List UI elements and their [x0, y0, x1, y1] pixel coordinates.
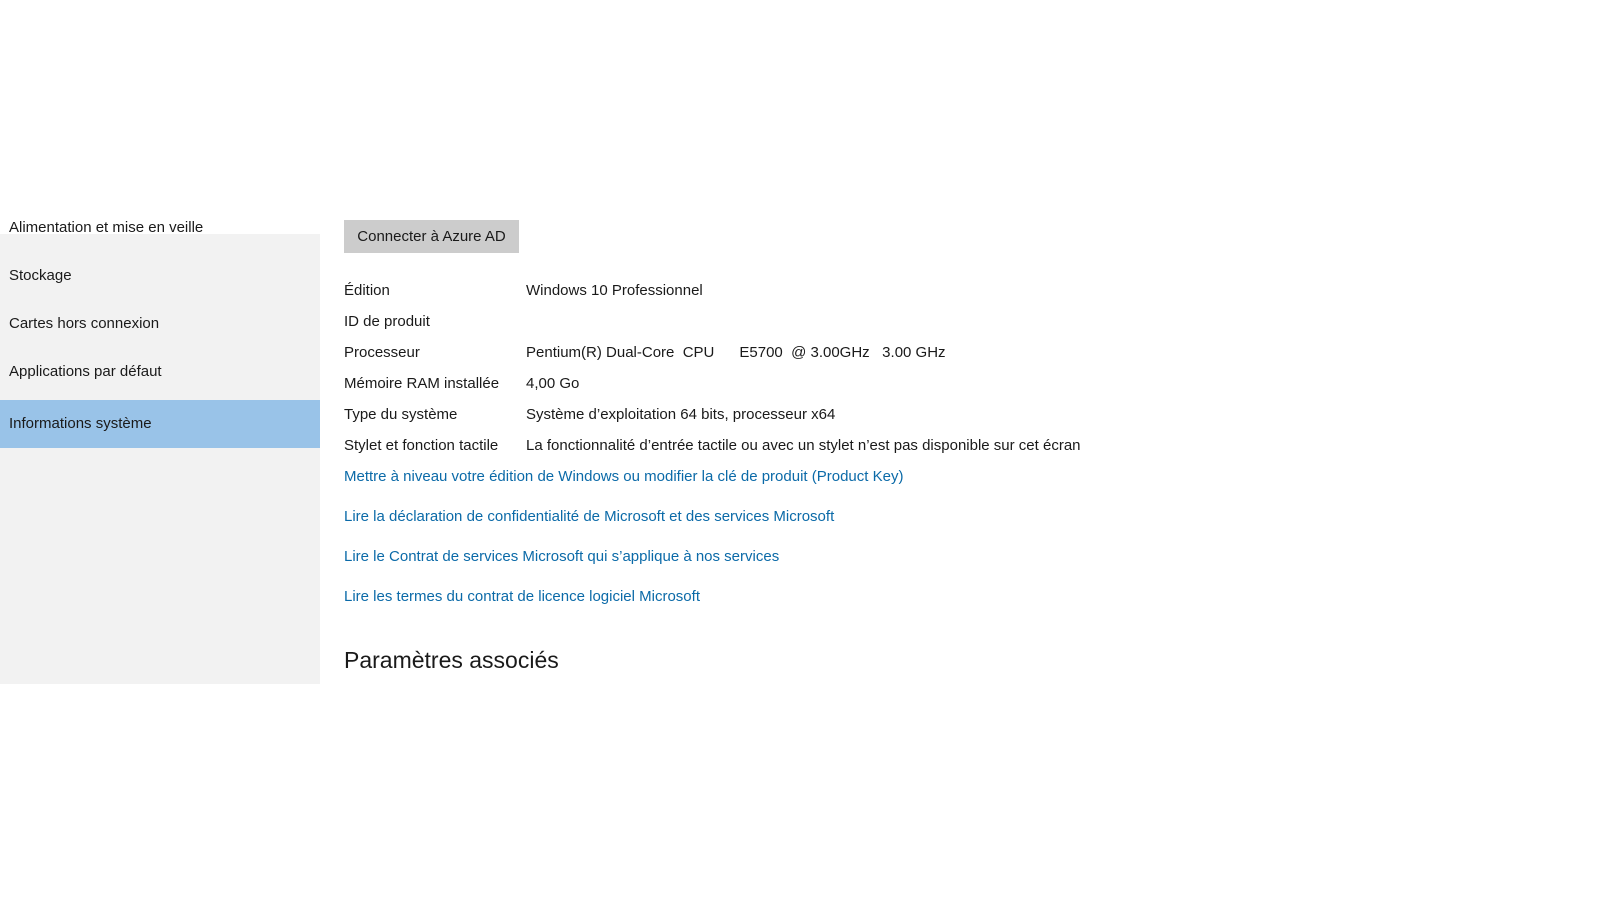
spec-value: Windows 10 Professionnel [526, 282, 703, 299]
spec-label: ID de produit [344, 313, 430, 330]
spec-label: Édition [344, 282, 390, 299]
license-terms-link[interactable]: Lire les termes du contrat de licence logiciel Microsoft [344, 588, 700, 605]
spec-label: Stylet et fonction tactile [344, 437, 499, 454]
settings-sidebar [0, 219, 320, 684]
spec-value: La fonctionnalité d’entrée tactile ou avec un stylet n’est pas disponible sur cet écran [526, 437, 1081, 454]
upgrade-edition-link[interactable]: Mettre à niveau votre édition de Windows ou modifier la clé de produit (Product Key) [344, 468, 904, 485]
services-agreement-link[interactable]: Lire le Contrat de services Microsoft qui s’applique à nos services [344, 548, 780, 565]
related-settings-heading: Paramètres associés [344, 647, 559, 673]
spec-label: Mémoire RAM installée [344, 375, 500, 392]
sidebar-item-storage[interactable]: Stockage [9, 267, 72, 284]
settings-window-viewport [0, 219, 1600, 684]
spec-value: Pentium(R) Dual-Core CPU E5700 @ 3.00GHz 3.00 GHz [526, 344, 946, 361]
sidebar-item-system-info[interactable]: Informations système [0, 400, 320, 448]
sidebar-item-default-apps[interactable]: Applications par défaut [9, 363, 162, 380]
spec-label: Type du système [344, 406, 458, 423]
privacy-statement-link[interactable]: Lire la déclaration de confidentialité de Microsoft et des services Microsoft [344, 508, 835, 525]
sidebar-item-offline-maps[interactable]: Cartes hors connexion [9, 315, 160, 332]
system-info-content [344, 228, 1544, 684]
sidebar-item-power-sleep[interactable]: Alimentation et mise en veille [9, 219, 204, 236]
spec-value: 4,00 Go [526, 375, 580, 392]
connect-azure-ad-button[interactable]: Connecter à Azure AD [344, 220, 519, 253]
spec-label: Processeur [344, 344, 420, 361]
spec-value: Système d’exploitation 64 bits, processeur x64 [526, 406, 836, 423]
